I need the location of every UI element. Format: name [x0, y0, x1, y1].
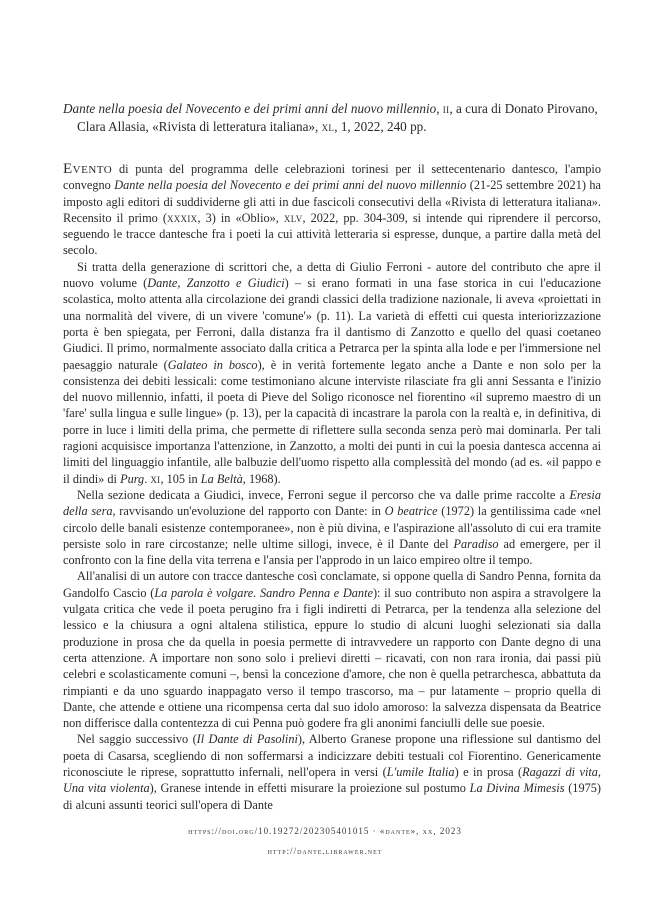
drop-cap-word: Evento: [63, 161, 113, 177]
review-text: [63, 100, 601, 813]
footer-doi-line: https://doi.org/10.19272/202305401015 · «dante», xx, 2023: [188, 826, 462, 836]
paragraph-5: Nel saggio successivo (Il Dante di Pasolini), Alberto Granese propone una riflessione sul dantismo del poeta di Casarsa, scegliendo di non soffermarsi a indicizzare debiti testuali col Fiorentino. Genericamente riconosciute le riprese, soprattutto infernali, nell'opera in versi (L'umile Italia) e in prosa (Ragazzi di vita, Una vita violenta), Granese intende in effetti misurare la proiezione sul postumo La Divina Mimesis (1975) di alcuni assunti teorici sull'opera di Dante: [63, 732, 602, 812]
review-heading: Dante nella poesia del Novecento e dei primi anni del nuovo millennio, ii, a cura di Donato Pirovano, Clara Allasia, «Rivista di letteratura italiana», xl, 1, 2022, 240 pp.: [63, 101, 598, 134]
book-title: Dante nella poesia del Novecento e dei primi anni del nuovo millennio: [63, 101, 437, 116]
paragraph-1: Evento di punta del programma delle celebrazioni torinesi per il settecentenario dantesco, l'ampio convegno Dante nella poesia del Novecento e dei primi anni del nuovo millennio (21-25 settembre 2021) ha imposto agli editori di suddividerne gli atti in due fascicoli consecutivi della «Rivista di letteratura italiana». Recensito il primo (xxxix, 3) in «Oblio», xlv, 2022, pp. 304-309, si intende qui riprendere il percorso, seguendo le tracce dantesche fra i poeti la cui attività letteraria si espresse, dunque, a partire dalla metà del secolo.: [63, 161, 602, 258]
paragraph-3: Nella sezione dedicata a Giudici, invece, Ferroni segue il percorso che va dalle prime raccolte a Eresia della sera, ravvisando un'evoluzione del rapporto con Dante: in O beatrice (1972) la gentilissima cade «nel circolo delle banali esistenze contemporanee», non è più divina, e l'aspirazione all'assoluto di cui era tramite persiste solo in rare circostanze; nelle ultime sillogi, invece, è il Dante del Paradiso ad emergere, per il confronto con la fine della vita terrena e l'ansia per l'approdo in un laico empireo oltre il tempo.: [63, 487, 601, 568]
paragraph-4: All'analisi di un autore con tracce dantesche così conclamate, si oppone quella di Sandro Penna, fornita da Gandolfo Cascio (La parola è volgare. Sandro Penna e Dante): il suo contributo non aspira a stravolgere la vulgata critica che vede il poeta perugino fra i figli indiretti di Petrarca, per la tendenza alla selezione del lessico e la chiusura a ogni altalena stilistica, eppure lo studio di alcuni luoghi selezionati sia dalla produzione in prosa che da quella in poesia permette di intravvedere un rapporto con Dante degno di una certa attenzione. A importare non sono solo i prelievi diretti – ricavati, con non rara ironia, dai passi più celebri e scolasticamente comuni –, bensì la concezione d'amore, che non è quella petrarchesca, abbattuta da rimpianti e da uno sguardo inappagato verso il tempo trascorso, ma – pur latamente – proprio quella di Dante, che attende e ottiene una ricompensa certa dal suo idolo amoroso: la salvezza dispensata da Beatrice non differisce dalla contentezza di cui Penna può godere fra gli anonimi fanciulli delle sue poesie.: [63, 569, 601, 731]
footer-url-link[interactable]: http://dante.librawer.net: [267, 846, 383, 856]
paragraph-2: Si tratta della generazione di scrittori che, a detta di Giulio Ferroni - autore del contributo che apre il nuovo volume (Dante, Zanzotto e Giudici) – si erano formati in una fase storica in cui l'educazione scolastica, molto attenta alla circolazione dei grandi classici della tradizione nazionale, li aveva «proiettati in una normalità del vivere, di un vivere 'comune'» (p. 11). La varietà di effetti cui questa interiorizzazione porta è ben spiegata, per Ferroni, dalla distanza fra il dantismo di Zanzotto e quello del quasi coetaneo Giudici. Il primo, normalmente associato dalla critica a Petrarca per la spinta alla lode e per l'immersione nel paesaggio naturale (Galateo in bosco), è in verità fortemente legato anche a Dante e non solo per la consistenza dei debiti lessicali: come testimoniano alcune interviste rilasciate fra gli anni Sessanta e l'inizio del nuovo millennio, infatti, il poeta di Pieve del Soligo riconosce nel fiorentino «il supremo maestro di un 'fare' sulla lingua e sulle lingue» (p. 13), per la capacità di incastrare la parola con la realtà e, in definitiva, di porre in luce i limiti della prima, che permette di riflettere sulla seconda senza però mai dominarla. Per tali ragioni acquisisce importanza l'attenzione, in Zanzotto, a molti dei punti in cui la poesia dantesca accenna ai limiti del linguaggio infantile, alle balbuzie dell'uomo rispetto alla complessità del mondo (ad es. «il pappo e il dindi» di Purg. xi, 105 in La Beltà, 1968).: [63, 259, 601, 486]
